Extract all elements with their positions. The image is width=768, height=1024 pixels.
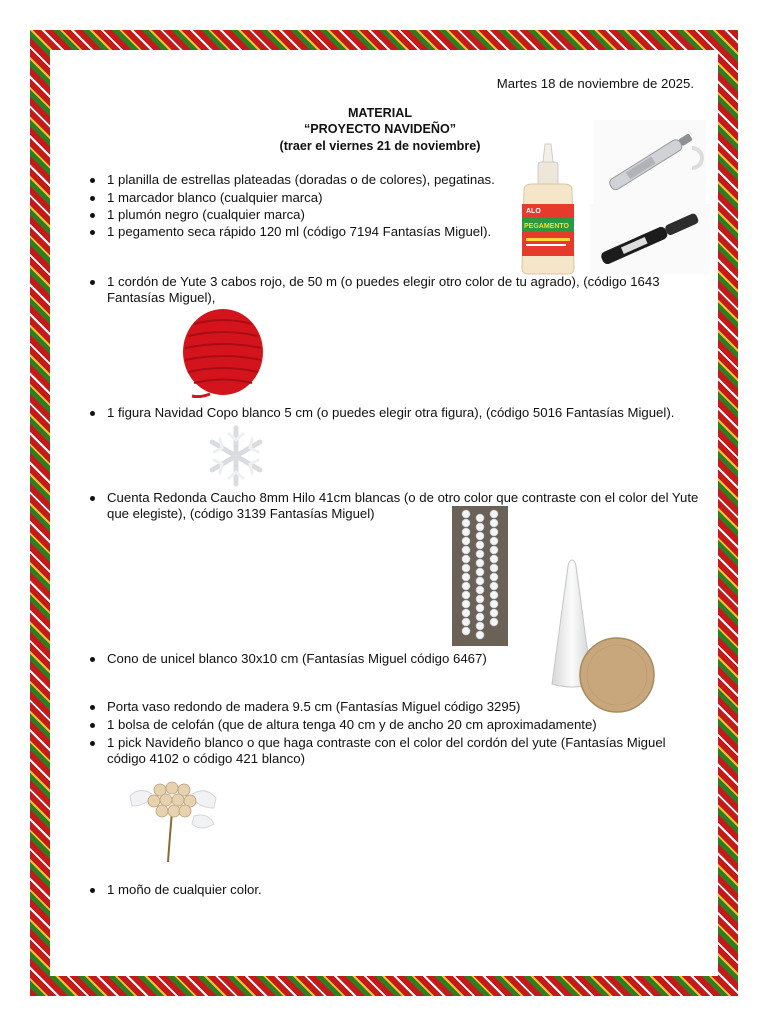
list-item: 1 cordón de Yute 3 cabos rojo, de 50 m (o puedes elegir otro color de tu agrado), (código 1643 Fantasías Miguel),	[88, 274, 700, 306]
list-item: Cono de unicel blanco 30x10 cm (Fantasías Miguel código 6467)	[88, 651, 487, 667]
list-item: 1 pick Navideño blanco o que haga contraste con el color del cordón del yute (Fantasías Miguel código 4102 o código 421 blanco)	[88, 735, 700, 767]
heading-due-date: (traer el viernes 21 de noviembre)	[279, 139, 481, 153]
list-item: 1 moño de cualquier color.	[88, 882, 262, 898]
heading-title: MATERIAL	[347, 106, 413, 120]
list-item: 1 bolsa de celofán (que de altura tenga 40 cm y de ancho 20 cm aproximadamente)	[88, 717, 597, 733]
list-item: 1 marcador blanco (cualquier marca)	[88, 190, 323, 206]
glue-name-text: PEGAMENTO	[524, 223, 569, 230]
list-item: 1 figura Navidad Copo blanco 5 cm (o puedes elegir otra figura), (código 5016 Fantasías Miguel).	[88, 405, 674, 421]
list-item: 1 planilla de estrellas plateadas (doradas o de colores), pegatinas.	[88, 172, 495, 188]
glue-bottle-image	[512, 142, 584, 276]
list-item: 1 plumón negro (cualquier marca)	[88, 207, 305, 223]
list-item: Cuenta Redonda Caucho 8mm Hilo 41cm blancas (o de otro color que contraste con el color del Yute que elegiste), (código 3139 Fantasías Miguel)	[88, 490, 700, 522]
christmas-pick-image	[122, 772, 224, 866]
list-item: Porta vaso redondo de madera 9.5 cm (Fantasías Miguel código 3295)	[88, 699, 520, 715]
wooden-coaster-image	[578, 636, 656, 714]
red-yarn-image	[180, 306, 266, 398]
glue-brand-text: ALO	[526, 208, 541, 215]
list-item: 1 pegamento seca rápido 120 ml (código 7194 Fantasías Miguel).	[88, 224, 491, 240]
snowflake-image	[200, 424, 272, 488]
heading-project: “PROYECTO NAVIDEÑO”	[303, 122, 457, 136]
bead-strands-image	[452, 506, 508, 646]
document-date: Martes 18 de noviembre de 2025.	[496, 76, 694, 91]
white-marker-image	[594, 120, 706, 204]
black-marker-image	[590, 204, 710, 274]
